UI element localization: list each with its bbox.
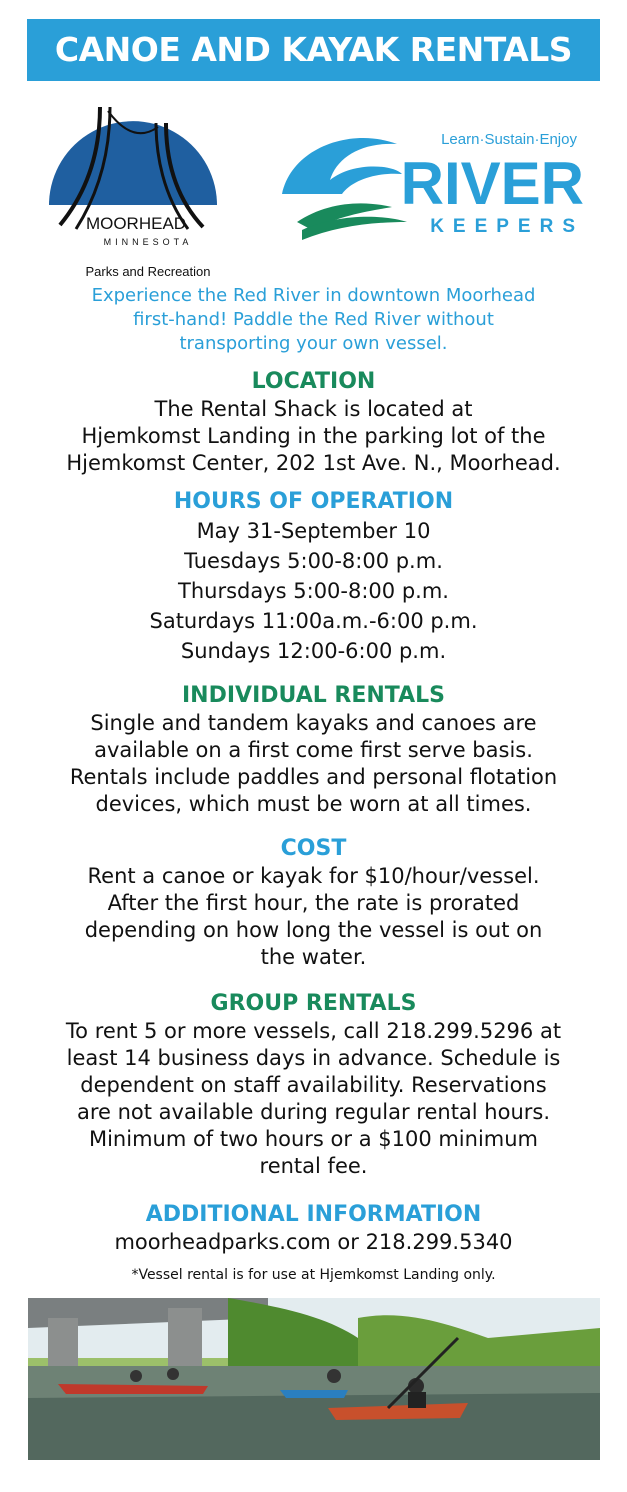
individual-section xyxy=(20,682,607,818)
keepers-word: KEEPERS xyxy=(430,216,584,237)
additional-section xyxy=(20,1201,607,1256)
hours-heading: HOURS OF OPERATION xyxy=(173,489,454,514)
cost-section xyxy=(20,835,607,971)
cost-line: After the first hour, the rate is prorated xyxy=(107,891,520,915)
moorhead-subtitle: Parks and Recreation xyxy=(85,264,211,279)
river-word: RIVER xyxy=(400,150,584,217)
additional-heading: ADDITIONAL INFORMATION xyxy=(145,1202,482,1227)
group-heading: GROUP RENTALS xyxy=(210,991,417,1016)
individual-heading: INDIVIDUAL RENTALS xyxy=(182,683,445,708)
hours-line: Thursdays 5:00-8:00 p.m. xyxy=(178,579,449,603)
moorhead-state: MINNESOTA xyxy=(103,237,193,247)
hours-line: Sundays 12:00-6:00 p.m. xyxy=(180,639,447,663)
location-line: Hjemkomst Landing in the parking lot of the xyxy=(81,424,546,448)
location-line: Hjemkomst Center, 202 1st Ave. N., Moorhead. xyxy=(66,451,561,475)
intro-line: Experience the Red River in downtown Moorhead xyxy=(91,285,536,306)
hours-section xyxy=(20,488,607,666)
group-line: are not available during regular rental hours. xyxy=(76,1100,551,1124)
cost-line: the water. xyxy=(260,945,367,969)
individual-line: devices, which must be worn at all times. xyxy=(95,792,532,816)
moorhead-logo xyxy=(38,95,228,280)
footnote: *Vessel rental is for use at Hjemkomst Landing only. xyxy=(131,1267,496,1283)
additional-contact: moorheadparks.com or 218.299.5340 xyxy=(114,1230,513,1254)
page-title-banner xyxy=(27,19,600,81)
location-section xyxy=(20,368,607,477)
cost-line: depending on how long the vessel is out on xyxy=(84,918,543,942)
individual-line: Single and tandem kayaks and canoes are xyxy=(90,711,537,735)
location-line: The Rental Shack is located at xyxy=(154,397,473,421)
intro-line: first-hand! Paddle the Red River without xyxy=(133,309,494,330)
location-heading: LOCATION xyxy=(251,369,376,394)
kayakers-photo xyxy=(28,1298,600,1460)
group-section xyxy=(20,990,607,1180)
intro-text xyxy=(40,284,587,356)
group-line: rental fee. xyxy=(259,1154,368,1178)
group-line: dependent on staff availability. Reservations xyxy=(80,1073,547,1097)
intro-line: transporting your own vessel. xyxy=(179,333,448,354)
group-line: least 14 business days in advance. Schedule is xyxy=(66,1046,561,1070)
hours-line: Saturdays 11:00a.m.-6:00 p.m. xyxy=(149,609,478,633)
river-tagline: Learn·Sustain·Enjoy xyxy=(441,131,577,148)
cost-heading: COST xyxy=(280,836,347,861)
individual-line: Rentals include paddles and personal flotation xyxy=(69,765,558,789)
hours-line: May 31-September 10 xyxy=(196,519,431,543)
page-title: CANOE AND KAYAK RENTALS xyxy=(54,30,573,69)
group-line: Minimum of two hours or a $100 minimum xyxy=(88,1127,539,1151)
river-keepers-logo xyxy=(282,122,592,242)
individual-line: available on a first come first serve basis. xyxy=(94,738,533,762)
moorhead-name: MOORHEAD xyxy=(85,214,187,233)
cost-line: Rent a canoe or kayak for $10/hour/vessel. xyxy=(87,864,540,888)
group-line: To rent 5 or more vessels, call 218.299.5296 at xyxy=(65,1019,562,1043)
hours-line: Tuesdays 5:00-8:00 p.m. xyxy=(184,549,443,573)
